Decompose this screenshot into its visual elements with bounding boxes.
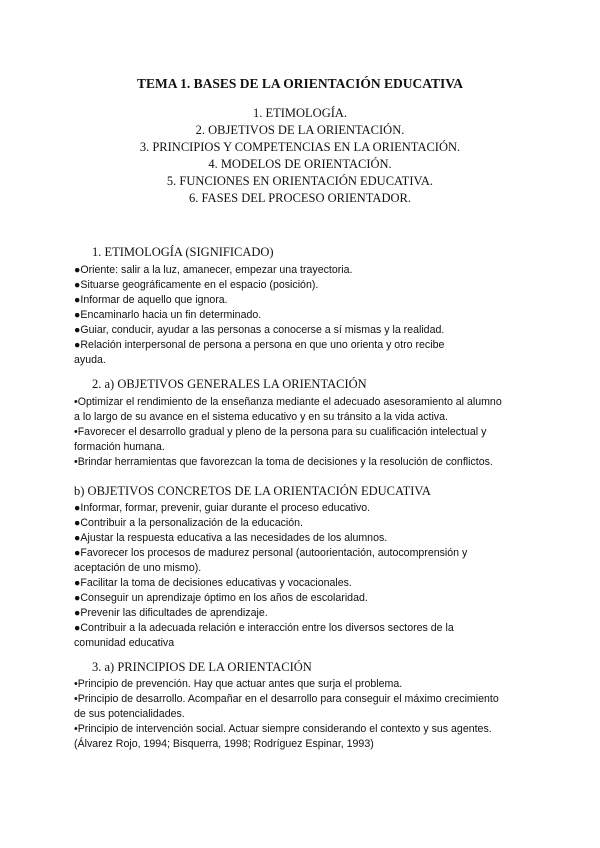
list-item: ayuda.: [74, 354, 106, 366]
toc-item: 4. MODELOS DE ORIENTACIÓN.: [208, 157, 392, 171]
list-item: ●Informar de aquello que ignora.: [74, 294, 228, 306]
toc-item: 3. PRINCIPIOS Y COMPETENCIAS EN LA ORIENTACIÓN.: [139, 140, 461, 154]
list-item: •Brindar herramientas que favorezcan la toma de decisiones y la resolución de conflictos.: [74, 456, 493, 468]
list-item: ●Facilitar la toma de decisiones educativas y vocacionales.: [74, 577, 352, 589]
list-item: ●Contribuir a la personalización de la educación.: [74, 517, 304, 529]
list-item: •Principio de intervención social. Actuar siempre considerando el contexto y sus agentes.: [74, 723, 492, 735]
list-item: •Principio de desarrollo. Acompañar en el desarrollo para conseguir el máximo crecimiento: [74, 693, 499, 705]
section-heading-objetivos-concretos: b) OBJETIVOS CONCRETOS DE LA ORIENTACIÓN EDUCATIVA: [74, 484, 431, 498]
list-item: ●Conseguir un aprendizaje óptimo en los años de escolaridad.: [74, 592, 368, 604]
list-item: ●Ajustar la respuesta educativa a las necesidades de los alumnos.: [74, 532, 388, 544]
list-item: ●Encaminarlo hacia un fin determinado.: [74, 309, 262, 321]
section-heading-objetivos-generales: 2. a) OBJETIVOS GENERALES LA ORIENTACIÓN: [92, 377, 367, 391]
list-item: •Optimizar el rendimiento de la enseñanza mediante el adecuado asesoramiento al alumno: [74, 396, 502, 408]
list-item: ●Situarse geográficamente en el espacio (posición).: [74, 279, 319, 291]
list-item: formación humana.: [74, 441, 165, 453]
list-item: •Favorecer el desarrollo gradual y pleno de la persona para su cualificación intelectual y: [74, 426, 487, 438]
table-of-contents: [0, 105, 600, 207]
toc-item: 6. FASES DEL PROCESO ORIENTADOR.: [189, 191, 411, 205]
page-title: TEMA 1. BASES DE LA ORIENTACIÓN EDUCATIVA: [137, 76, 463, 91]
toc-item: 2. OBJETIVOS DE LA ORIENTACIÓN.: [195, 123, 405, 137]
list-item: de sus potencialidades.: [74, 708, 185, 720]
list-item: (Álvarez Rojo, 1994; Bisquerra, 1998; Rodríguez Espinar, 1993): [74, 738, 374, 750]
list-item: ●Relación interpersonal de persona a persona en que uno orienta y otro recibe: [74, 339, 445, 351]
section-body-etimologia: [74, 263, 544, 368]
section-body-principios: [74, 677, 544, 752]
section-body-objetivos-generales: [74, 395, 544, 470]
toc-item: 1. ETIMOLOGÍA.: [252, 106, 348, 120]
list-item: ●Favorecer los procesos de madurez personal (autoorientación, autocomprensión y: [74, 547, 468, 559]
list-item: ●Guiar, conducir, ayudar a las personas a conocerse a sí mismas y la realidad.: [74, 324, 445, 336]
list-item: comunidad educativa: [74, 637, 175, 649]
section-heading-etimologia: 1. ETIMOLOGÍA (SIGNIFICADO): [92, 245, 274, 259]
list-item: ●Prevenir las dificultades de aprendizaje.: [74, 607, 268, 619]
list-item: ●Oriente: salir a la luz, amanecer, empezar una trayectoria.: [74, 264, 353, 276]
list-item: ●Contribuir a la adecuada relación e interacción entre los diversos sectores de la: [74, 622, 454, 634]
section-body-objetivos-concretos: [74, 501, 544, 651]
section-heading-principios: 3. a) PRINCIPIOS DE LA ORIENTACIÓN: [92, 660, 312, 674]
list-item: ●Informar, formar, prevenir, guiar durante el proceso educativo.: [74, 502, 371, 514]
toc-item: 5. FUNCIONES EN ORIENTACIÓN EDUCATIVA.: [166, 174, 434, 188]
list-item: •Principio de prevención. Hay que actuar antes que surja el problema.: [74, 678, 403, 690]
list-item: aceptación de uno mismo).: [74, 562, 202, 574]
list-item: a lo largo de su avance en el sistema educativo y en su tránsito a la vida activa.: [74, 411, 448, 423]
